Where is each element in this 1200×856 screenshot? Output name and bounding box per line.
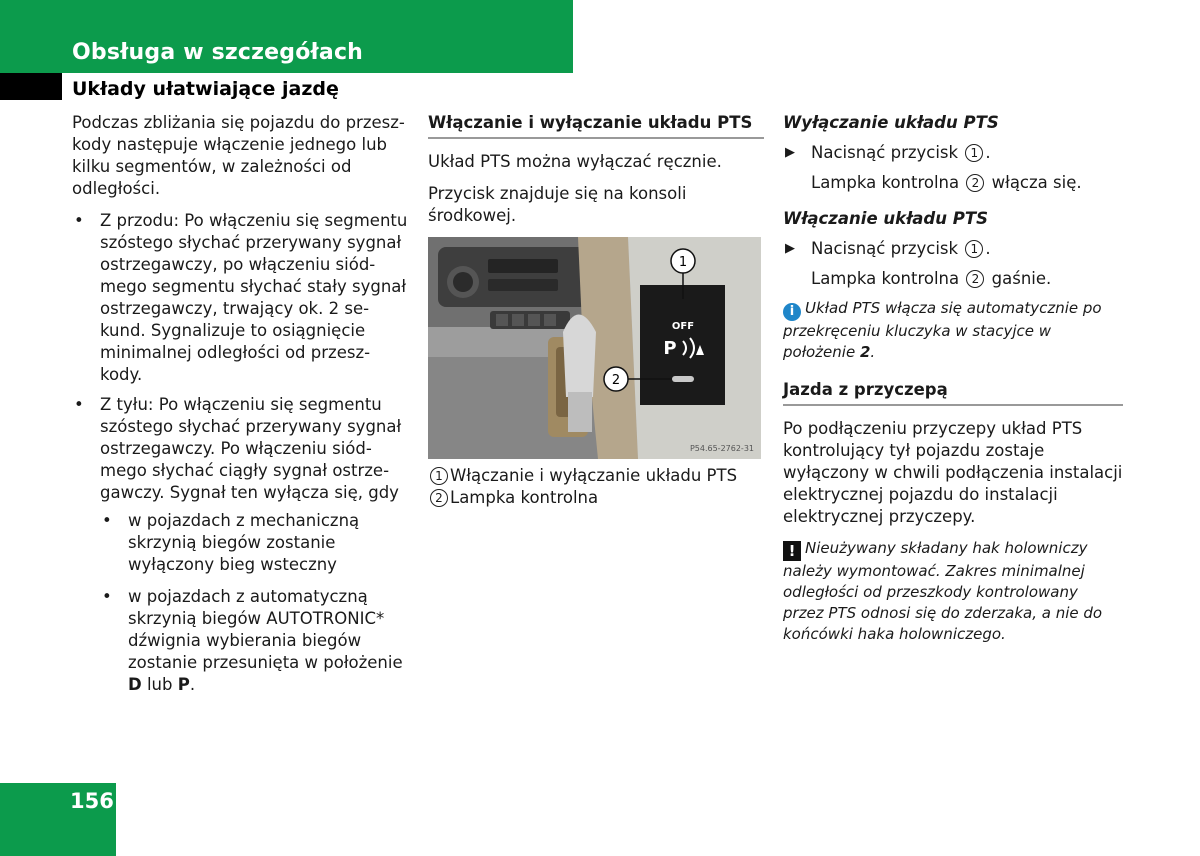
- section-marker: [0, 73, 62, 100]
- pts-toggle-heading: Włączanie i wyłączanie układu PTS: [428, 112, 764, 139]
- section-title: Układy ułatwiające jazdę: [72, 78, 339, 100]
- gear-p: P: [177, 675, 190, 694]
- caption-2-num: 2: [430, 489, 448, 507]
- info-icon: i: [783, 303, 801, 321]
- pts-on-step-text: Nacisnąć przycisk: [811, 239, 959, 258]
- pts-on-result-post: gaśnie.: [991, 269, 1052, 288]
- pts-on-result: [783, 268, 1123, 290]
- caption-1-text: Włączanie i wyłączanie układu PTS: [450, 466, 738, 485]
- bullet-rear-text: Z tyłu: Po włączeniu się segmentu szóstego słychać przerywany sygnał ostrzegawczy. Po włączeniu siód-mego słychać ciągły sygnał ostrze-gawczy. Sygnał ten wyłącza się, gdy: [100, 395, 402, 502]
- callout-1: 1: [678, 255, 688, 270]
- pts-off-result-num: 2: [966, 174, 984, 192]
- bullet-rear: [72, 394, 412, 696]
- pts-off-step-num: 1: [965, 144, 983, 162]
- column-middle: [428, 112, 764, 509]
- warning-icon: !: [783, 541, 801, 561]
- page-number: 156: [70, 789, 114, 813]
- gear-d: D: [128, 675, 142, 694]
- pts-on-result-pre: Lampka kontrolna: [811, 269, 960, 288]
- pts-location-paragraph: Przycisk znajduje się na konsoli środkowej.: [428, 184, 687, 225]
- info-note-text: Układ PTS włącza się automatycznie po przekręceniu kluczyka w stacyjce w położenie: [783, 299, 1102, 361]
- pts-off-result-pre: Lampka kontrolna: [811, 173, 960, 192]
- caption-2: [428, 487, 764, 509]
- pts-manual-paragraph: Układ PTS można wyłączać ręcznie.: [428, 152, 722, 171]
- pts-on-step-num: 1: [965, 240, 983, 258]
- sub-bullet-manual-text: w pojazdach z mechaniczną skrzynią biegów zostanie wyłączony bieg wsteczny: [128, 511, 360, 574]
- bullet-front: [72, 210, 412, 386]
- pts-off-result: [783, 172, 1123, 194]
- pts-on-heading: Włączanie układu PTS: [783, 209, 988, 228]
- pts-off-step-text: Nacisnąć przycisk: [811, 143, 959, 162]
- warning-note: [783, 538, 1123, 645]
- chapter-title: Obsługa w szczegółach: [72, 40, 364, 65]
- sub-bullet-manual: [100, 510, 412, 576]
- warning-note-text: Nieużywany składany hak holowniczy należy wymontować. Zakres minimalnej odległości od przeszkody kontrolowany przez PTS odnosi się do zderzaka, a nie do końcówki haka holowniczego.: [783, 539, 1103, 643]
- trailer-heading: Jazda z przyczepą: [783, 379, 1123, 406]
- console-illustration: [428, 237, 761, 459]
- pts-symbol: P: [663, 338, 677, 359]
- bullet-front-text: Z przodu: Po włączeniu się segmentu szóstego słychać przerywany sygnał ostrzegawczy, po włączeniu siód-mego segmentu słychać stały sygnał ostrzegawczy, trwający ok. 2 se-kund. Sygnalizuje to osiągnięcie minimalnej odległości od przesz-kody.: [100, 211, 408, 384]
- sub-bullet-auto: [100, 586, 412, 696]
- step-arrow-icon: ▶: [785, 241, 795, 256]
- step-arrow-icon: ▶: [785, 145, 795, 160]
- or-word: lub: [146, 675, 173, 694]
- caption-1-num: 1: [430, 467, 448, 485]
- caption-1: [428, 465, 764, 487]
- info-position: 2: [859, 343, 871, 361]
- bullet-list: [72, 210, 412, 696]
- sub-bullet-auto-text: w pojazdach z automatyczną skrzynią biegów AUTOTRONIC* dźwignia wybierania biegów zostanie przesunięta w położenie: [128, 587, 403, 672]
- sub-bullet-list: [100, 510, 412, 696]
- off-label: OFF: [671, 321, 695, 332]
- pts-off-result-post: włącza się.: [991, 173, 1082, 192]
- callout-2: 2: [611, 373, 621, 388]
- pts-off-step: ▶ Nacisnąć przycisk 1 .: [785, 143, 991, 162]
- console-photo: [428, 237, 761, 459]
- sentence-end: .: [189, 675, 196, 694]
- pts-on-step: ▶ Nacisnąć przycisk 1 .: [785, 239, 991, 258]
- column-left: [72, 112, 412, 706]
- pts-off-heading: Wyłączanie układu PTS: [783, 113, 999, 132]
- pts-on-result-num: 2: [966, 270, 984, 288]
- caption-2-text: Lampka kontrolna: [450, 488, 599, 507]
- image-code: P54.65-2762-31: [689, 444, 754, 453]
- intro-paragraph: Podczas zbliżania się pojazdu do przesz-kody następuje włączenie jednego lub kilku segmentów, w zależności od odległości.: [72, 113, 405, 198]
- trailer-paragraph: Po podłączeniu przyczepy układ PTS kontrolujący tył pojazdu zostaje wyłączony w chwili podłączenia instalacji elektrycznej pojazdu do instalacji elektrycznej przyczepy.: [783, 419, 1123, 526]
- column-right: [783, 112, 1123, 661]
- info-note: i Układ PTS włącza się automatycznie po przekręceniu kluczyka w stacyjce w położenie 2.: [783, 299, 1102, 361]
